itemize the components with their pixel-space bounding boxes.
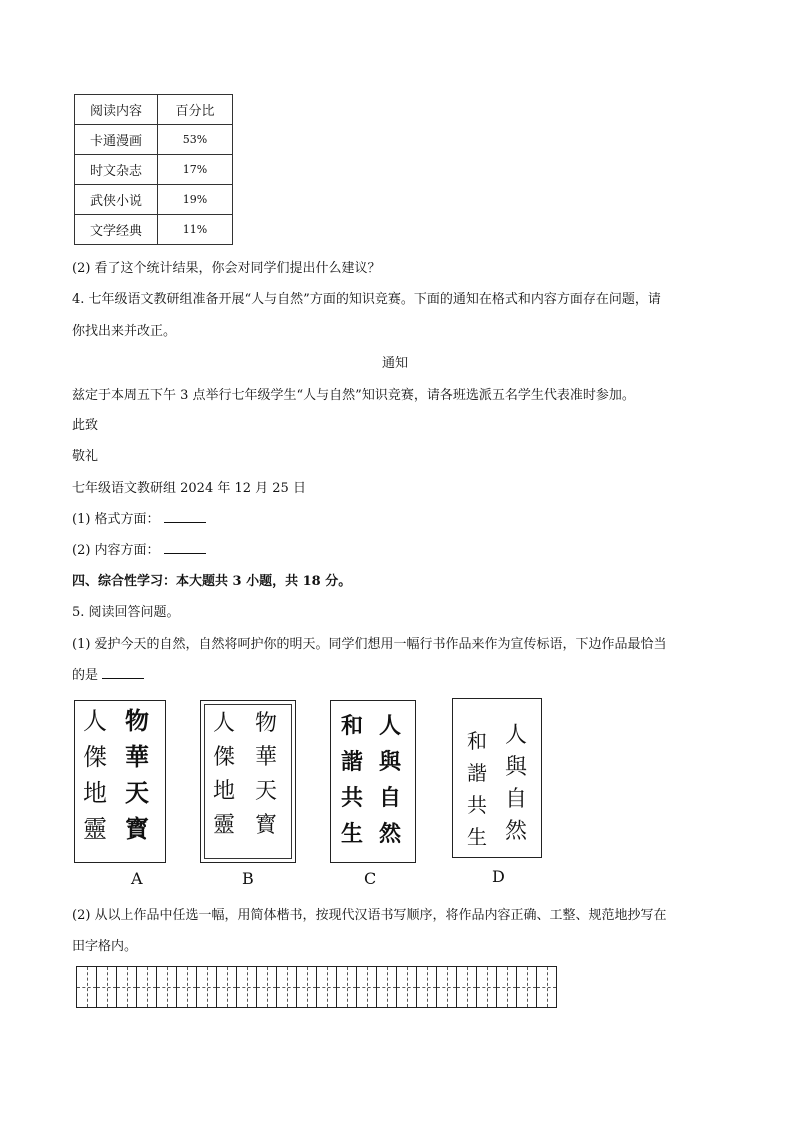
artwork-b-label: B xyxy=(242,869,254,888)
grid-cell[interactable] xyxy=(157,967,177,1007)
artwork-a-right-column xyxy=(125,706,149,843)
calligraphy-char: 傑 xyxy=(83,743,107,771)
calligraphy-char: 生 xyxy=(341,821,364,847)
question-4-line1: 4. 七年级语文教研组准备开展“人与自然”方面的知识竞赛。下面的通知在格式和内容方面存在问题，请 xyxy=(72,292,661,307)
table-header-cell: 百分比 xyxy=(158,95,233,125)
table-cell: 19% xyxy=(158,185,233,215)
calligraphy-char: 天 xyxy=(125,778,149,807)
table-cell: 53% xyxy=(158,125,233,155)
format-answer-line xyxy=(72,508,206,527)
calligraphy-char: 然 xyxy=(505,819,528,844)
grid-cell[interactable] xyxy=(77,967,97,1007)
calligraphy-char: 諧 xyxy=(467,761,487,785)
calligraphy-char: 人 xyxy=(379,713,402,739)
tianzige-writing-grid[interactable] xyxy=(76,966,557,1008)
question-3-2: (2) 看了这个统计结果，你会对同学们提出什么建议？ xyxy=(72,261,381,276)
content-answer-line xyxy=(72,539,206,558)
table-header-cell: 阅读内容 xyxy=(75,95,158,125)
artwork-b-right-column xyxy=(255,713,277,837)
artwork-d-right-column xyxy=(505,725,527,843)
grid-cell[interactable] xyxy=(317,967,337,1007)
calligraphy-char: 生 xyxy=(467,825,487,849)
reading-stats-table xyxy=(74,94,233,245)
grid-cell[interactable] xyxy=(237,967,257,1007)
grid-cell[interactable] xyxy=(177,967,197,1007)
table-header-row xyxy=(75,95,233,125)
notice-body: 兹定于本周五下午 3 点举行七年级学生“人与自然”知识竞赛，请各班选派五名学生代表准时参加。 xyxy=(72,388,635,403)
artwork-c-right-column xyxy=(379,715,401,845)
artwork-c-label: C xyxy=(364,869,377,888)
calligraphy-char: 人 xyxy=(213,711,236,736)
format-label: (1) 格式方面： xyxy=(72,512,160,527)
calligraphy-char: 然 xyxy=(379,821,402,847)
notice-ci-zhi: 此致 xyxy=(72,418,99,433)
artwork-d xyxy=(452,698,542,858)
question-5-2-line2: 田字格内。 xyxy=(72,939,138,954)
notice-title: 通知 xyxy=(382,356,409,371)
grid-cell[interactable] xyxy=(277,967,297,1007)
grid-cell[interactable] xyxy=(477,967,497,1007)
question-5-intro: 5. 阅读回答问题。 xyxy=(72,605,180,620)
calligraphy-char: 地 xyxy=(83,779,107,807)
table-cell: 17% xyxy=(158,155,233,185)
grid-cell[interactable] xyxy=(537,967,557,1007)
calligraphy-char: 物 xyxy=(125,706,149,735)
artwork-a-label: A xyxy=(131,869,143,888)
calligraphy-char: 自 xyxy=(379,785,402,811)
calligraphy-char: 靈 xyxy=(213,813,236,838)
calligraphy-char: 靈 xyxy=(83,815,107,843)
calligraphy-char: 天 xyxy=(255,779,278,804)
calligraphy-char: 寳 xyxy=(255,813,278,838)
table-row xyxy=(75,125,233,155)
grid-cell[interactable] xyxy=(457,967,477,1007)
calligraphy-char: 和 xyxy=(341,713,364,739)
grid-cell[interactable] xyxy=(257,967,277,1007)
calligraphy-char: 共 xyxy=(467,793,487,817)
calligraphy-char: 自 xyxy=(505,787,528,812)
calligraphy-char: 物 xyxy=(255,711,278,736)
grid-cell[interactable] xyxy=(197,967,217,1007)
calligraphy-char: 華 xyxy=(125,742,149,771)
calligraphy-char: 人 xyxy=(505,723,528,748)
table-cell: 文学经典 xyxy=(75,215,158,245)
grid-cell[interactable] xyxy=(417,967,437,1007)
answer-blank[interactable] xyxy=(102,666,144,679)
calligraphy-char: 與 xyxy=(379,749,402,775)
calligraphy-char: 和 xyxy=(467,729,487,753)
artwork-b-left-column xyxy=(213,713,235,837)
calligraphy-char: 人 xyxy=(83,707,107,735)
grid-cell[interactable] xyxy=(117,967,137,1007)
table-cell: 11% xyxy=(158,215,233,245)
grid-cell[interactable] xyxy=(97,967,117,1007)
artwork-a-left-column xyxy=(83,709,107,841)
calligraphy-char: 傑 xyxy=(213,745,236,770)
artwork-d-left-column xyxy=(467,731,487,847)
question-4-line2: 你找出来并改正。 xyxy=(72,324,177,339)
question-5-1-line1: (1) 爱护今天的自然，自然将呵护你的明天。同学们想用一幅行书作品来作为宣传标语，下边作品最恰当 xyxy=(72,637,667,652)
notice-signature: 七年级语文教研组 2024 年 12 月 25 日 xyxy=(72,481,306,496)
section-4-heading xyxy=(72,570,351,589)
artwork-d-label: D xyxy=(492,867,505,886)
grid-cell[interactable] xyxy=(377,967,397,1007)
notice-jing-li: 敬礼 xyxy=(72,449,99,464)
grid-cell[interactable] xyxy=(217,967,237,1007)
calligraphy-char: 與 xyxy=(505,755,528,780)
artwork-c xyxy=(330,700,416,863)
calligraphy-char: 華 xyxy=(255,745,278,770)
content-answer-blank[interactable] xyxy=(164,541,206,554)
table-row xyxy=(75,155,233,185)
calligraphy-char: 諧 xyxy=(341,749,364,775)
grid-cell[interactable] xyxy=(517,967,537,1007)
content-label: (2) 内容方面： xyxy=(72,543,160,558)
section-4-suffix: 本大题共 3 小题，共 18 分。 xyxy=(176,574,352,589)
calligraphy-char: 地 xyxy=(213,779,236,804)
grid-cell[interactable] xyxy=(497,967,517,1007)
grid-cell[interactable] xyxy=(437,967,457,1007)
question-5-2-line1: (2) 从以上作品中任选一幅，用简体楷书，按现代汉语书写顺序，将作品内容正确、工整、规范地抄写在 xyxy=(72,908,667,923)
section-4-prefix: 四、综合性学习： xyxy=(72,574,177,589)
grid-cell[interactable] xyxy=(137,967,157,1007)
table-row xyxy=(75,215,233,245)
table-cell: 武侠小说 xyxy=(75,185,158,215)
artwork-c-left-column xyxy=(341,715,363,845)
grid-cell[interactable] xyxy=(357,967,377,1007)
format-answer-blank[interactable] xyxy=(164,510,206,523)
grid-cell[interactable] xyxy=(297,967,317,1007)
artwork-b xyxy=(200,700,296,863)
artwork-a xyxy=(74,700,166,863)
question-5-1-line2 xyxy=(72,664,144,683)
calligraphy-char: 寳 xyxy=(125,814,149,843)
table-row xyxy=(75,185,233,215)
table-cell: 卡通漫画 xyxy=(75,125,158,155)
question-5-1-text: 的是 xyxy=(72,668,99,683)
grid-cell[interactable] xyxy=(337,967,357,1007)
calligraphy-char: 共 xyxy=(341,785,364,811)
table-cell: 时文杂志 xyxy=(75,155,158,185)
grid-cell[interactable] xyxy=(397,967,417,1007)
